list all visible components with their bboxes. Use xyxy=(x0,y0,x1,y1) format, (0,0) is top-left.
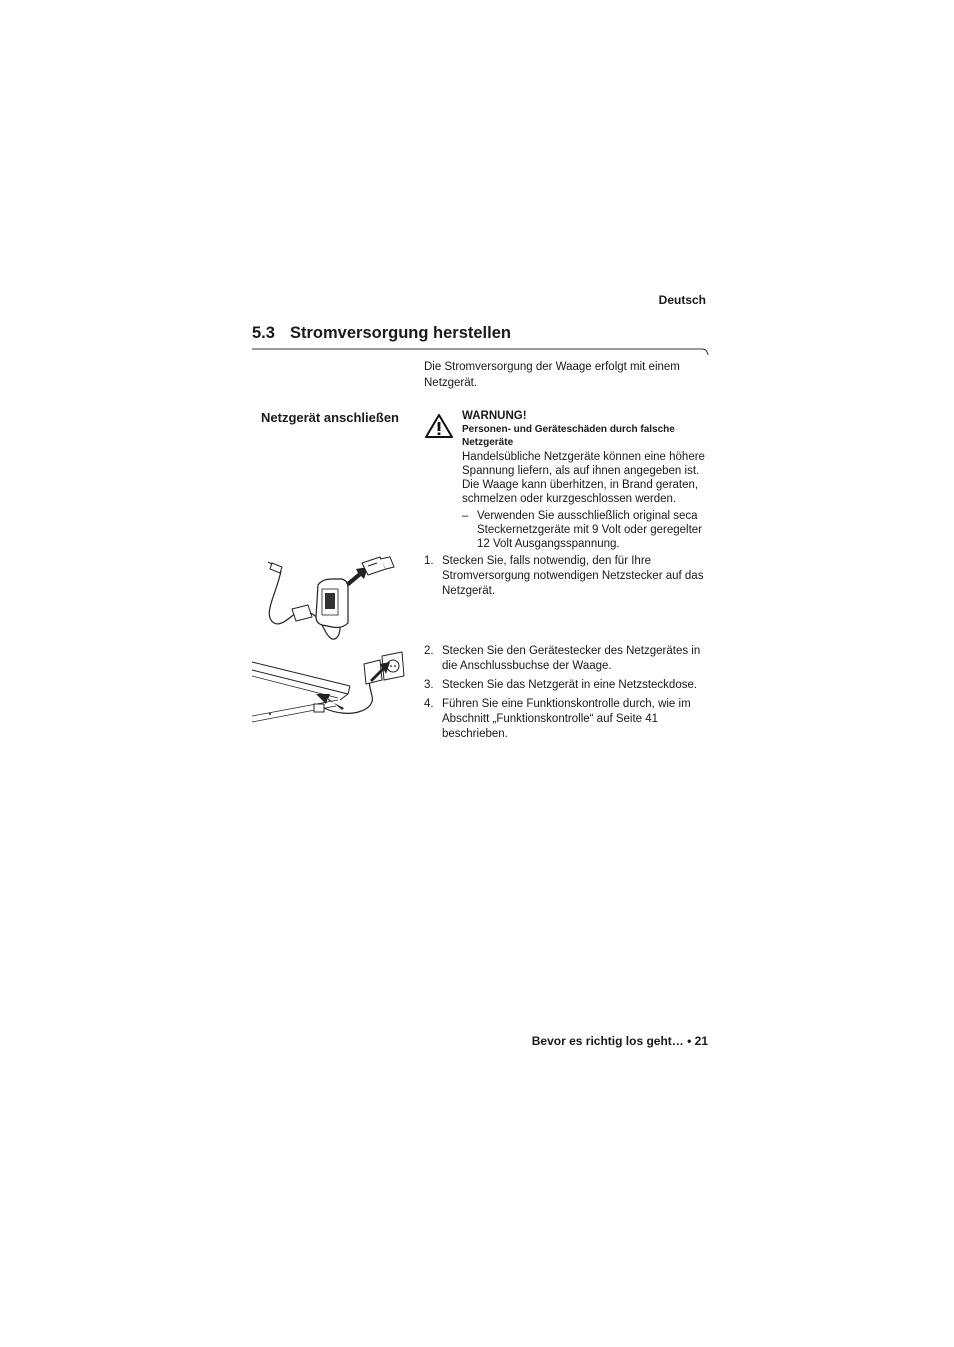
warning-bullet xyxy=(462,509,714,551)
step-text: Stecken Sie den Gerätestecker des Netzgerätes in die Anschlussbuchse der Waage. xyxy=(442,645,701,672)
step-number: 1. xyxy=(424,555,434,567)
warning-box xyxy=(462,409,714,551)
page-footer: Bevor es richtig los geht… • 21 xyxy=(531,1034,708,1048)
power-adapter-illustration xyxy=(262,555,402,645)
title-rule xyxy=(252,347,712,359)
step-number: 3. xyxy=(424,679,434,691)
step-list-3 xyxy=(424,678,714,746)
warning-icon xyxy=(424,413,454,439)
step-text: Führen Sie eine Funktionskontrolle durch, wie im Abschnitt „Funktionskontrolle“ auf Seite 41 beschrieben. xyxy=(442,698,691,740)
step-list-1 xyxy=(424,554,714,599)
intro-paragraph: Die Stromversorgung der Waage erfolgt mit einem Netzgerät. xyxy=(424,361,680,389)
subheading: Netzgerät anschließen xyxy=(261,410,399,425)
step-list-2 xyxy=(424,644,714,674)
list-item xyxy=(424,644,714,674)
section-title xyxy=(252,324,511,343)
warning-text: Handelsübliche Netzgeräte können eine höhere Spannung liefern, als auf ihnen angegeben ist. Die Waage kann überhitzen, in Brand geraten, schmelzen oder kurzgeschlossen werden. xyxy=(462,451,705,505)
section-number: 5.3 xyxy=(252,324,275,342)
step-text: Stecken Sie, falls notwendig, den für Ihre Stromversorgung notwendigen Netzstecker auf das Netzgerät. xyxy=(442,555,704,597)
step-text: Stecken Sie das Netzgerät in eine Netzsteckdose. xyxy=(442,679,698,691)
language-label: Deutsch xyxy=(658,293,706,307)
list-item xyxy=(424,678,714,693)
warning-subtitle: Personen- und Geräteschäden durch falsche Netzgeräte xyxy=(462,424,675,448)
scale-connection-illustration xyxy=(250,650,410,730)
warning-bullet-text: Verwenden Sie ausschließlich original seca Steckernetzgeräte mit 9 Volt oder geregelter 12 Volt Ausgangsspannung. xyxy=(477,510,703,550)
list-item xyxy=(424,554,714,599)
section-title-text: Stromversorgung herstellen xyxy=(290,324,511,342)
step-number: 2. xyxy=(424,645,434,657)
list-item xyxy=(424,697,714,742)
bullet-marker: – xyxy=(462,510,469,522)
step-number: 4. xyxy=(424,698,434,710)
warning-title: WARNUNG! xyxy=(462,410,527,422)
